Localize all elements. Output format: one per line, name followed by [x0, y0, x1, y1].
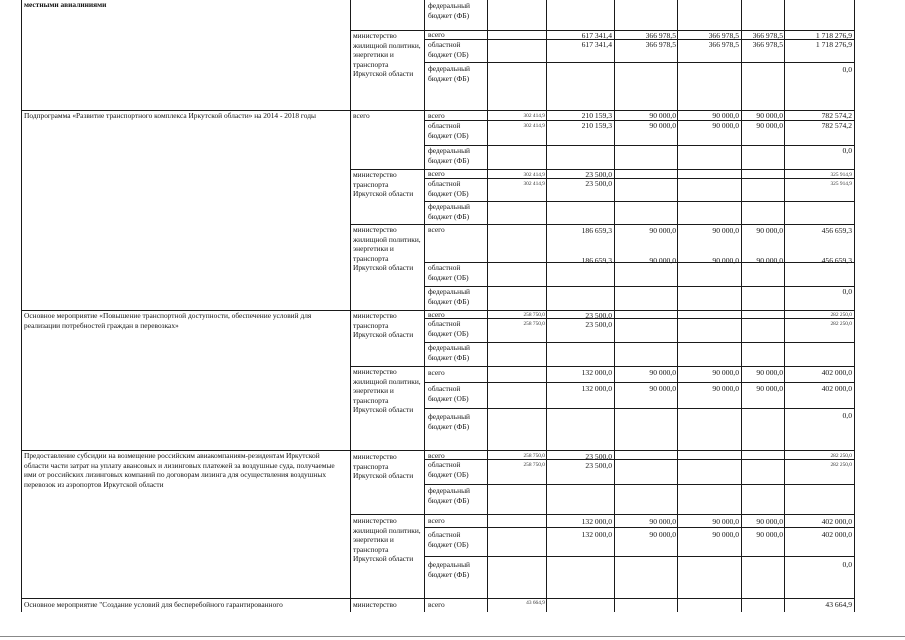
- fund-label: областной бюджет (ОБ): [428, 263, 469, 282]
- total-cell: 0,0: [842, 560, 852, 569]
- fund-label: федеральный бюджет (ФБ): [428, 486, 470, 505]
- grid-line: [487, 0, 488, 612]
- grid-line: [350, 224, 855, 225]
- fund-label: областной бюджет (ОБ): [428, 179, 469, 198]
- ministry-name: министерство транспорта Иркутской области: [353, 311, 414, 340]
- grid-line: [424, 120, 855, 121]
- value-cell: 23 500,0: [585, 452, 612, 461]
- fund-label: федеральный бюджет (ФБ): [428, 343, 470, 362]
- value-cell: 132 000,0: [581, 384, 612, 393]
- total-cell: 0,0: [842, 146, 852, 155]
- value-cell: 302 414,9: [523, 181, 545, 187]
- value-cell: 90 000,0: [712, 517, 739, 526]
- ministry-name: министерство жилищной политики, энергетики и транспорта Иркутской области: [353, 225, 421, 273]
- grid-line: [424, 408, 855, 409]
- fund-label: всего: [428, 368, 445, 377]
- total-cell: 402 000,0: [821, 384, 852, 393]
- grid-line: [424, 201, 855, 202]
- value-cell: 366 978,5: [708, 40, 739, 49]
- ministry-name: министерство: [353, 600, 397, 609]
- value-cell: 90 000,0: [649, 256, 676, 265]
- value-cell: 302 414,9: [523, 172, 545, 178]
- responsible-label: всего: [353, 111, 370, 120]
- value-cell: 90 000,0: [756, 530, 783, 539]
- total-cell: 0,0: [842, 411, 852, 420]
- grid-line: [424, 0, 425, 612]
- value-cell: 90 000,0: [712, 226, 739, 235]
- page-edge: [0, 636, 905, 637]
- value-cell: 90 000,0: [756, 384, 783, 393]
- total-cell: 43 664,9: [825, 600, 852, 609]
- fund-label: всего: [428, 310, 445, 319]
- value-cell: 258 750,0: [523, 453, 545, 459]
- grid-line: [424, 62, 855, 63]
- grid-line: [784, 0, 785, 612]
- fund-label: областной бюджет (ОБ): [428, 460, 469, 479]
- grid-line: [350, 0, 351, 612]
- value-cell: 90 000,0: [712, 111, 739, 120]
- grid-line: [424, 382, 855, 383]
- total-cell: 402 000,0: [821, 368, 852, 377]
- grid-line: [424, 178, 855, 179]
- grid-line: [424, 342, 855, 343]
- fund-label: всего: [428, 169, 445, 178]
- grid-line: [21, 0, 22, 612]
- fund-label: областной бюджет (ОБ): [428, 530, 469, 549]
- activity-name: Основное мероприятие "Создание условий для бесперебойного гарантированного: [24, 600, 283, 609]
- value-cell: 90 000,0: [712, 384, 739, 393]
- total-cell: 782 574,2: [821, 121, 852, 130]
- value-cell: 90 000,0: [649, 111, 676, 120]
- value-cell: 23 500,0: [585, 461, 612, 470]
- value-cell: 210 159,3: [581, 111, 612, 120]
- value-cell: 90 000,0: [649, 121, 676, 130]
- total-cell: 456 659,3: [821, 256, 852, 265]
- total-cell: 1 718 276,9: [815, 31, 852, 40]
- fund-label: областной бюджет (ОБ): [428, 319, 469, 338]
- value-cell: 90 000,0: [756, 256, 783, 265]
- value-cell: 186 659,3: [581, 226, 612, 235]
- grid-line: [424, 318, 855, 319]
- fund-label: федеральный бюджет (ФБ): [428, 1, 470, 20]
- value-cell: 90 000,0: [649, 368, 676, 377]
- total-cell: 0,0: [842, 65, 852, 74]
- fund-label: всего: [428, 600, 445, 609]
- fund-label: областной бюджет (ОБ): [428, 121, 469, 140]
- fund-label: областной бюджет (ОБ): [428, 384, 469, 403]
- total-cell: 282 250,0: [830, 453, 852, 459]
- grid-line: [424, 484, 855, 485]
- value-cell: 132 000,0: [581, 517, 612, 526]
- value-cell: 90 000,0: [649, 530, 676, 539]
- grid-line: [424, 556, 855, 557]
- grid-line: [424, 459, 855, 460]
- ministry-name: министерство транспорта Иркутской области: [353, 452, 414, 481]
- grid-line: [350, 366, 855, 367]
- fund-label: федеральный бюджет (ФБ): [428, 64, 470, 83]
- program-name: местными авиалиниями: [24, 0, 107, 9]
- grid-line: [424, 527, 855, 528]
- fund-label: федеральный бюджет (ФБ): [428, 560, 470, 579]
- value-cell: 132 000,0: [581, 368, 612, 377]
- fund-label: всего: [428, 516, 445, 525]
- value-cell: 617 341,4: [581, 40, 612, 49]
- value-cell: 366 978,5: [752, 31, 783, 40]
- value-cell: 132 000,0: [581, 530, 612, 539]
- grid-line: [854, 0, 855, 612]
- value-cell: 258 750,0: [523, 312, 545, 318]
- ministry-name: министерство жилищной политики, энергетики и транспорта Иркутской области: [353, 31, 421, 79]
- value-cell: 366 978,5: [708, 31, 739, 40]
- value-cell: 302 414,9: [523, 123, 545, 129]
- fund-label: всего: [428, 30, 445, 39]
- total-cell: 282 250,0: [830, 312, 852, 318]
- grid-line: [677, 0, 678, 612]
- value-cell: 23 500,0: [585, 311, 612, 320]
- total-cell: 1 718 276,9: [815, 40, 852, 49]
- fund-label: федеральный бюджет (ФБ): [428, 146, 470, 165]
- value-cell: 90 000,0: [756, 517, 783, 526]
- value-cell: 23 500,0: [585, 320, 612, 329]
- fund-label: федеральный бюджет (ФБ): [428, 412, 470, 431]
- value-cell: 366 978,5: [645, 40, 676, 49]
- fund-label: федеральный бюджет (ФБ): [428, 202, 470, 221]
- value-cell: 258 750,0: [523, 321, 545, 327]
- value-cell: 90 000,0: [649, 226, 676, 235]
- grid-line: [614, 0, 615, 612]
- value-cell: 23 500,0: [585, 179, 612, 188]
- total-cell: 282 250,0: [830, 462, 852, 468]
- ministry-name: министерство жилищной политики, энергетики и транспорта Иркутской области: [353, 516, 421, 564]
- value-cell: 366 978,5: [752, 40, 783, 49]
- value-cell: 43 664,9: [526, 600, 545, 606]
- total-cell: 402 000,0: [821, 530, 852, 539]
- value-cell: 23 500,0: [585, 170, 612, 179]
- grid-line: [424, 286, 855, 287]
- value-cell: 366 978,5: [645, 31, 676, 40]
- grid-line: [350, 514, 855, 515]
- total-cell: 402 000,0: [821, 517, 852, 526]
- ministry-name: министерство транспорта Иркутской области: [353, 170, 414, 199]
- grid-line: [741, 0, 742, 612]
- activity-name: Предоставление субсидии на возмещение российским авиакомпаниям-резидентам Иркутской области части затрат на уплату авансовых и лизинговых платежей за воздушные суда, получаемые ими от российских лизинговых компаний по договорам лизинга для осуществления воздушных перевозок из аэропортов Иркутской области: [24, 451, 335, 489]
- grid-line: [424, 145, 855, 146]
- value-cell: 302 414,9: [523, 113, 545, 119]
- value-cell: 90 000,0: [649, 517, 676, 526]
- value-cell: 90 000,0: [712, 256, 739, 265]
- fund-label: всего: [428, 451, 445, 460]
- fund-label: всего: [428, 111, 445, 120]
- value-cell: 90 000,0: [756, 121, 783, 130]
- value-cell: 90 000,0: [756, 226, 783, 235]
- fund-label: областной бюджет (ОБ): [428, 40, 469, 59]
- total-cell: 282 250,0: [830, 321, 852, 327]
- subprogram-name: Подпрограмма «Развитие транспортного комплекса Иркутской области» на 2014 - 2018 годы: [24, 111, 316, 120]
- activity-name: Основное мероприятие «Повышение транспортной доступности, обеспечение условий для реализации потребностей граждан в перевозках»: [24, 311, 312, 330]
- total-cell: 0,0: [842, 287, 852, 296]
- value-cell: 617 341,4: [581, 31, 612, 40]
- fund-label: всего: [428, 225, 445, 234]
- value-cell: 90 000,0: [756, 368, 783, 377]
- value-cell: 258 750,0: [523, 462, 545, 468]
- total-cell: 782 574,2: [821, 111, 852, 120]
- grid-line: [424, 262, 855, 263]
- ministry-name: министерство жилищной политики, энергетики и транспорта Иркутской области: [353, 367, 421, 415]
- value-cell: 90 000,0: [756, 111, 783, 120]
- value-cell: 90 000,0: [712, 368, 739, 377]
- fund-label: федеральный бюджет (ФБ): [428, 287, 470, 306]
- value-cell: 210 159,3: [581, 121, 612, 130]
- value-cell: 90 000,0: [649, 384, 676, 393]
- total-cell: 456 659,3: [821, 226, 852, 235]
- total-cell: 325 914,9: [830, 181, 852, 187]
- value-cell: 90 000,0: [712, 121, 739, 130]
- value-cell: 90 000,0: [712, 530, 739, 539]
- grid-line: [21, 598, 855, 599]
- grid-line: [546, 0, 547, 612]
- grid-line: [424, 39, 855, 40]
- value-cell: 186 659,3: [581, 256, 612, 265]
- total-cell: 325 914,9: [830, 172, 852, 178]
